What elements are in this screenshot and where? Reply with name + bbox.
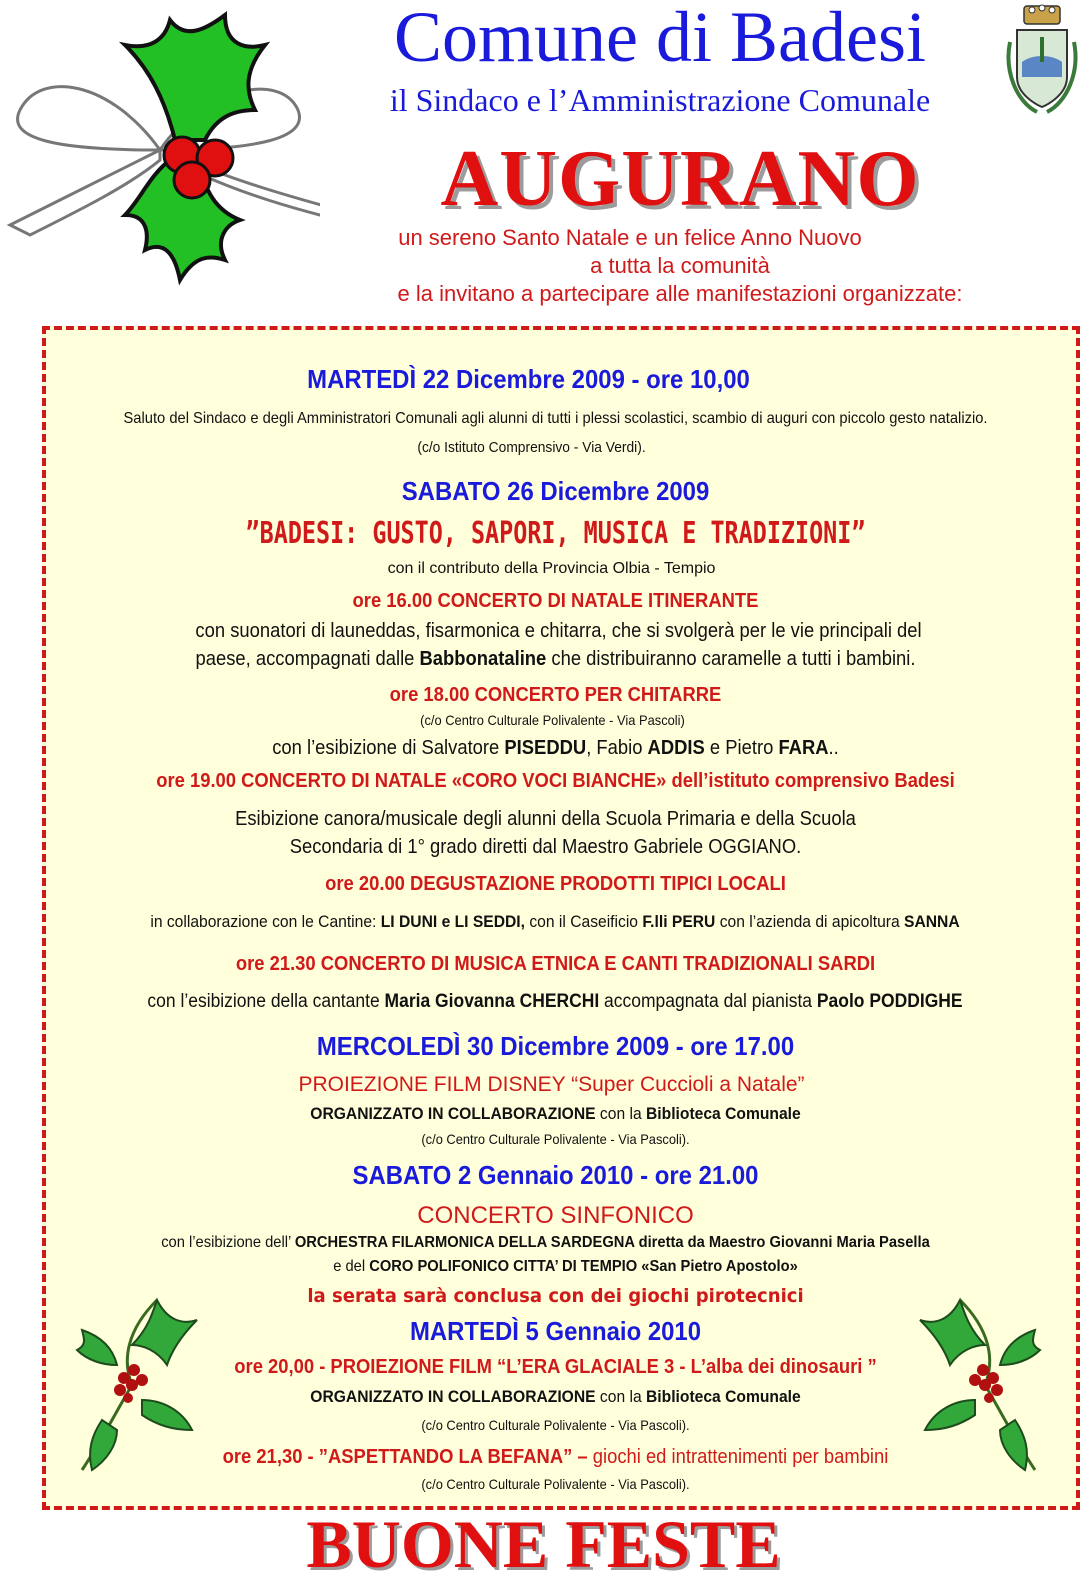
text-part: e Pietro — [704, 737, 779, 759]
text-part-bold: LI DUNI e LI SEDDI, — [380, 912, 525, 931]
program-item-text — [55, 648, 1055, 671]
text-part-bold: ORGANIZZATO IN COLLABORAZIONE — [310, 1387, 596, 1406]
event-date: SABATO 2 Gennaio 2010 - ore 21.00 — [352, 1160, 759, 1190]
text-part: con l’esibizione dell’ — [161, 1234, 295, 1251]
text-part-bold: FARA — [778, 737, 829, 759]
event-location: (c/o Centro Culturale Polivalente - Via Pascoli). — [421, 1417, 690, 1433]
text-part: accompagnata dal pianista — [599, 991, 817, 1012]
event-text — [45, 1234, 1045, 1252]
text-part: con la — [595, 1387, 647, 1406]
event-date: MARTEDÌ 5 Gennaio 2010 — [409, 1316, 702, 1346]
text-part: con il Caseificio — [524, 912, 643, 931]
holly-bow-icon — [0, 0, 320, 300]
wish-line: un sereno Santo Natale e un felice Anno Nuovo — [398, 225, 862, 250]
text-part-bold: Maria Giovanna CHERCHI — [384, 991, 600, 1012]
program-item-text — [55, 737, 1055, 760]
event-title: PROIEZIONE FILM DISNEY “Super Cuccioli a Natale” — [298, 1073, 805, 1096]
program-item-text: Esibizione canora/musicale degli alunni della Scuola Primaria e della Scuola — [235, 808, 856, 830]
program-item-location: (c/o Centro Culturale Polivalente - Via Pascoli) — [420, 712, 685, 728]
program-item-text — [95, 991, 1015, 1013]
holly-icon — [915, 1290, 1045, 1480]
text-part-bold: Biblioteca Comunale — [646, 1104, 801, 1123]
wish-line: a tutta la comunità — [590, 253, 770, 278]
event-date: SABATO 26 Dicembre 2009 — [401, 476, 710, 506]
text-part: con la — [595, 1104, 647, 1123]
program-item-text: con suonatori di launeddas, fisarmonica e chitarra, che si svolgerà per le vie principali del — [195, 620, 922, 642]
text-part-bold: Biblioteca Comunale — [646, 1387, 801, 1406]
event-location: (c/o Centro Culturale Polivalente - Via Pascoli). — [421, 1476, 690, 1492]
text-part: con l’esibizione della cantante — [147, 991, 385, 1012]
holly-icon — [72, 1290, 202, 1480]
event-title: CONCERTO SINFONICO — [417, 1202, 694, 1229]
text-part-bold: PISEDDU — [504, 737, 587, 759]
text-part: giochi ed intrattenimenti per bambini — [592, 1446, 889, 1468]
text-part: e del — [333, 1258, 370, 1275]
text-part: con l’azienda di apicoltura — [715, 912, 905, 931]
text-part-bold: ore 21,30 - ”ASPETTANDO LA BEFANA” – — [222, 1446, 593, 1468]
event-date: MERCOLEDÌ 30 Dicembre 2009 - ore 17.00 — [316, 1031, 795, 1061]
text-part: che distribuiranno caramelle a tutti i bambini. — [546, 648, 916, 670]
text-part: , Fabio — [586, 737, 648, 759]
page-title: Comune di Badesi — [394, 0, 926, 77]
event-location: (c/o Centro Culturale Polivalente - Via Pascoli). — [421, 1131, 690, 1147]
text-part-bold: SANNA — [904, 912, 960, 931]
program-item-text — [95, 912, 1015, 932]
page-subtitle: il Sindaco e l’Amministrazione Comunale — [389, 82, 931, 118]
text-part-bold: ORGANIZZATO IN COLLABORAZIONE — [310, 1104, 596, 1123]
event-date: MARTEDÌ 22 Dicembre 2009 - ore 10,00 — [307, 364, 750, 394]
text-part-bold: Babbonataline — [419, 648, 547, 670]
event-note: la serata sarà conclusa con dei giochi pirotecnici — [307, 1285, 804, 1307]
event-location: (c/o Istituto Comprensivo - Via Verdi). — [417, 439, 646, 456]
program-item-title: ore 18.00 CONCERTO PER CHITARRE — [389, 684, 722, 706]
text-part: .. — [828, 737, 839, 759]
event-organizer — [55, 1104, 1055, 1124]
footer-greeting: BUONE FESTE — [306, 1506, 781, 1582]
program-item-title: ore 19.00 CONCERTO DI NATALE «CORO VOCI BIANCHE» dell’istituto comprensivo Badesi — [156, 770, 955, 792]
program-item-text: Secondaria di 1° grado diretti dal Maestro Gabriele OGGIANO. — [289, 836, 802, 858]
headline: AUGURANO — [440, 135, 920, 223]
text-part-bold: ORCHESTRA FILARMONICA DELLA SARDEGNA diretta da Maestro Giovanni Maria Pasella — [294, 1234, 930, 1251]
event-title — [55, 1446, 1055, 1469]
event-theme: ”BADESI: GUSTO, SAPORI, MUSICA E TRADIZIONI” — [245, 516, 866, 551]
event-sponsor: con il contributo della Provincia Olbia - Tempio — [387, 560, 716, 577]
town-crest-icon — [1002, 2, 1082, 120]
program-item-title: ore 21.30 CONCERTO DI MUSICA ETNICA E CANTI TRADIZIONALI SARDI — [235, 953, 876, 975]
text-part: con l’esibizione di Salvatore — [272, 737, 505, 759]
text-part-bold: Paolo PODDIGHE — [816, 991, 963, 1012]
text-part: paese, accompagnati dalle — [195, 648, 420, 670]
program-item-title: ore 20.00 DEGUSTAZIONE PRODOTTI TIPICI LOCALI — [325, 873, 786, 895]
event-description: Saluto del Sindaco e degli Amministratori Comunali agli alunni di tutti i plessi scolastici, scambio di auguri con piccolo gesto natalizio. — [123, 410, 988, 427]
event-title: ore 20,00 - PROIEZIONE FILM “L’ERA GLACIALE 3 - L’alba dei dinosauri ” — [234, 1356, 877, 1378]
event-organizer — [55, 1387, 1055, 1407]
text-part-bold: CORO POLIFONICO CITTA’ DI TEMPIO «San Pietro Apostolo» — [369, 1258, 798, 1275]
event-text — [65, 1258, 1065, 1276]
text-part: in collaborazione con le Cantine: — [150, 912, 381, 931]
wish-line: e la invitano a partecipare alle manifestazioni organizzate: — [397, 281, 963, 306]
text-part-bold: F.lli PERU — [642, 912, 716, 931]
program-item-title: ore 16.00 CONCERTO DI NATALE ITINERANTE — [352, 590, 759, 612]
text-part-bold: ADDIS — [647, 737, 705, 759]
